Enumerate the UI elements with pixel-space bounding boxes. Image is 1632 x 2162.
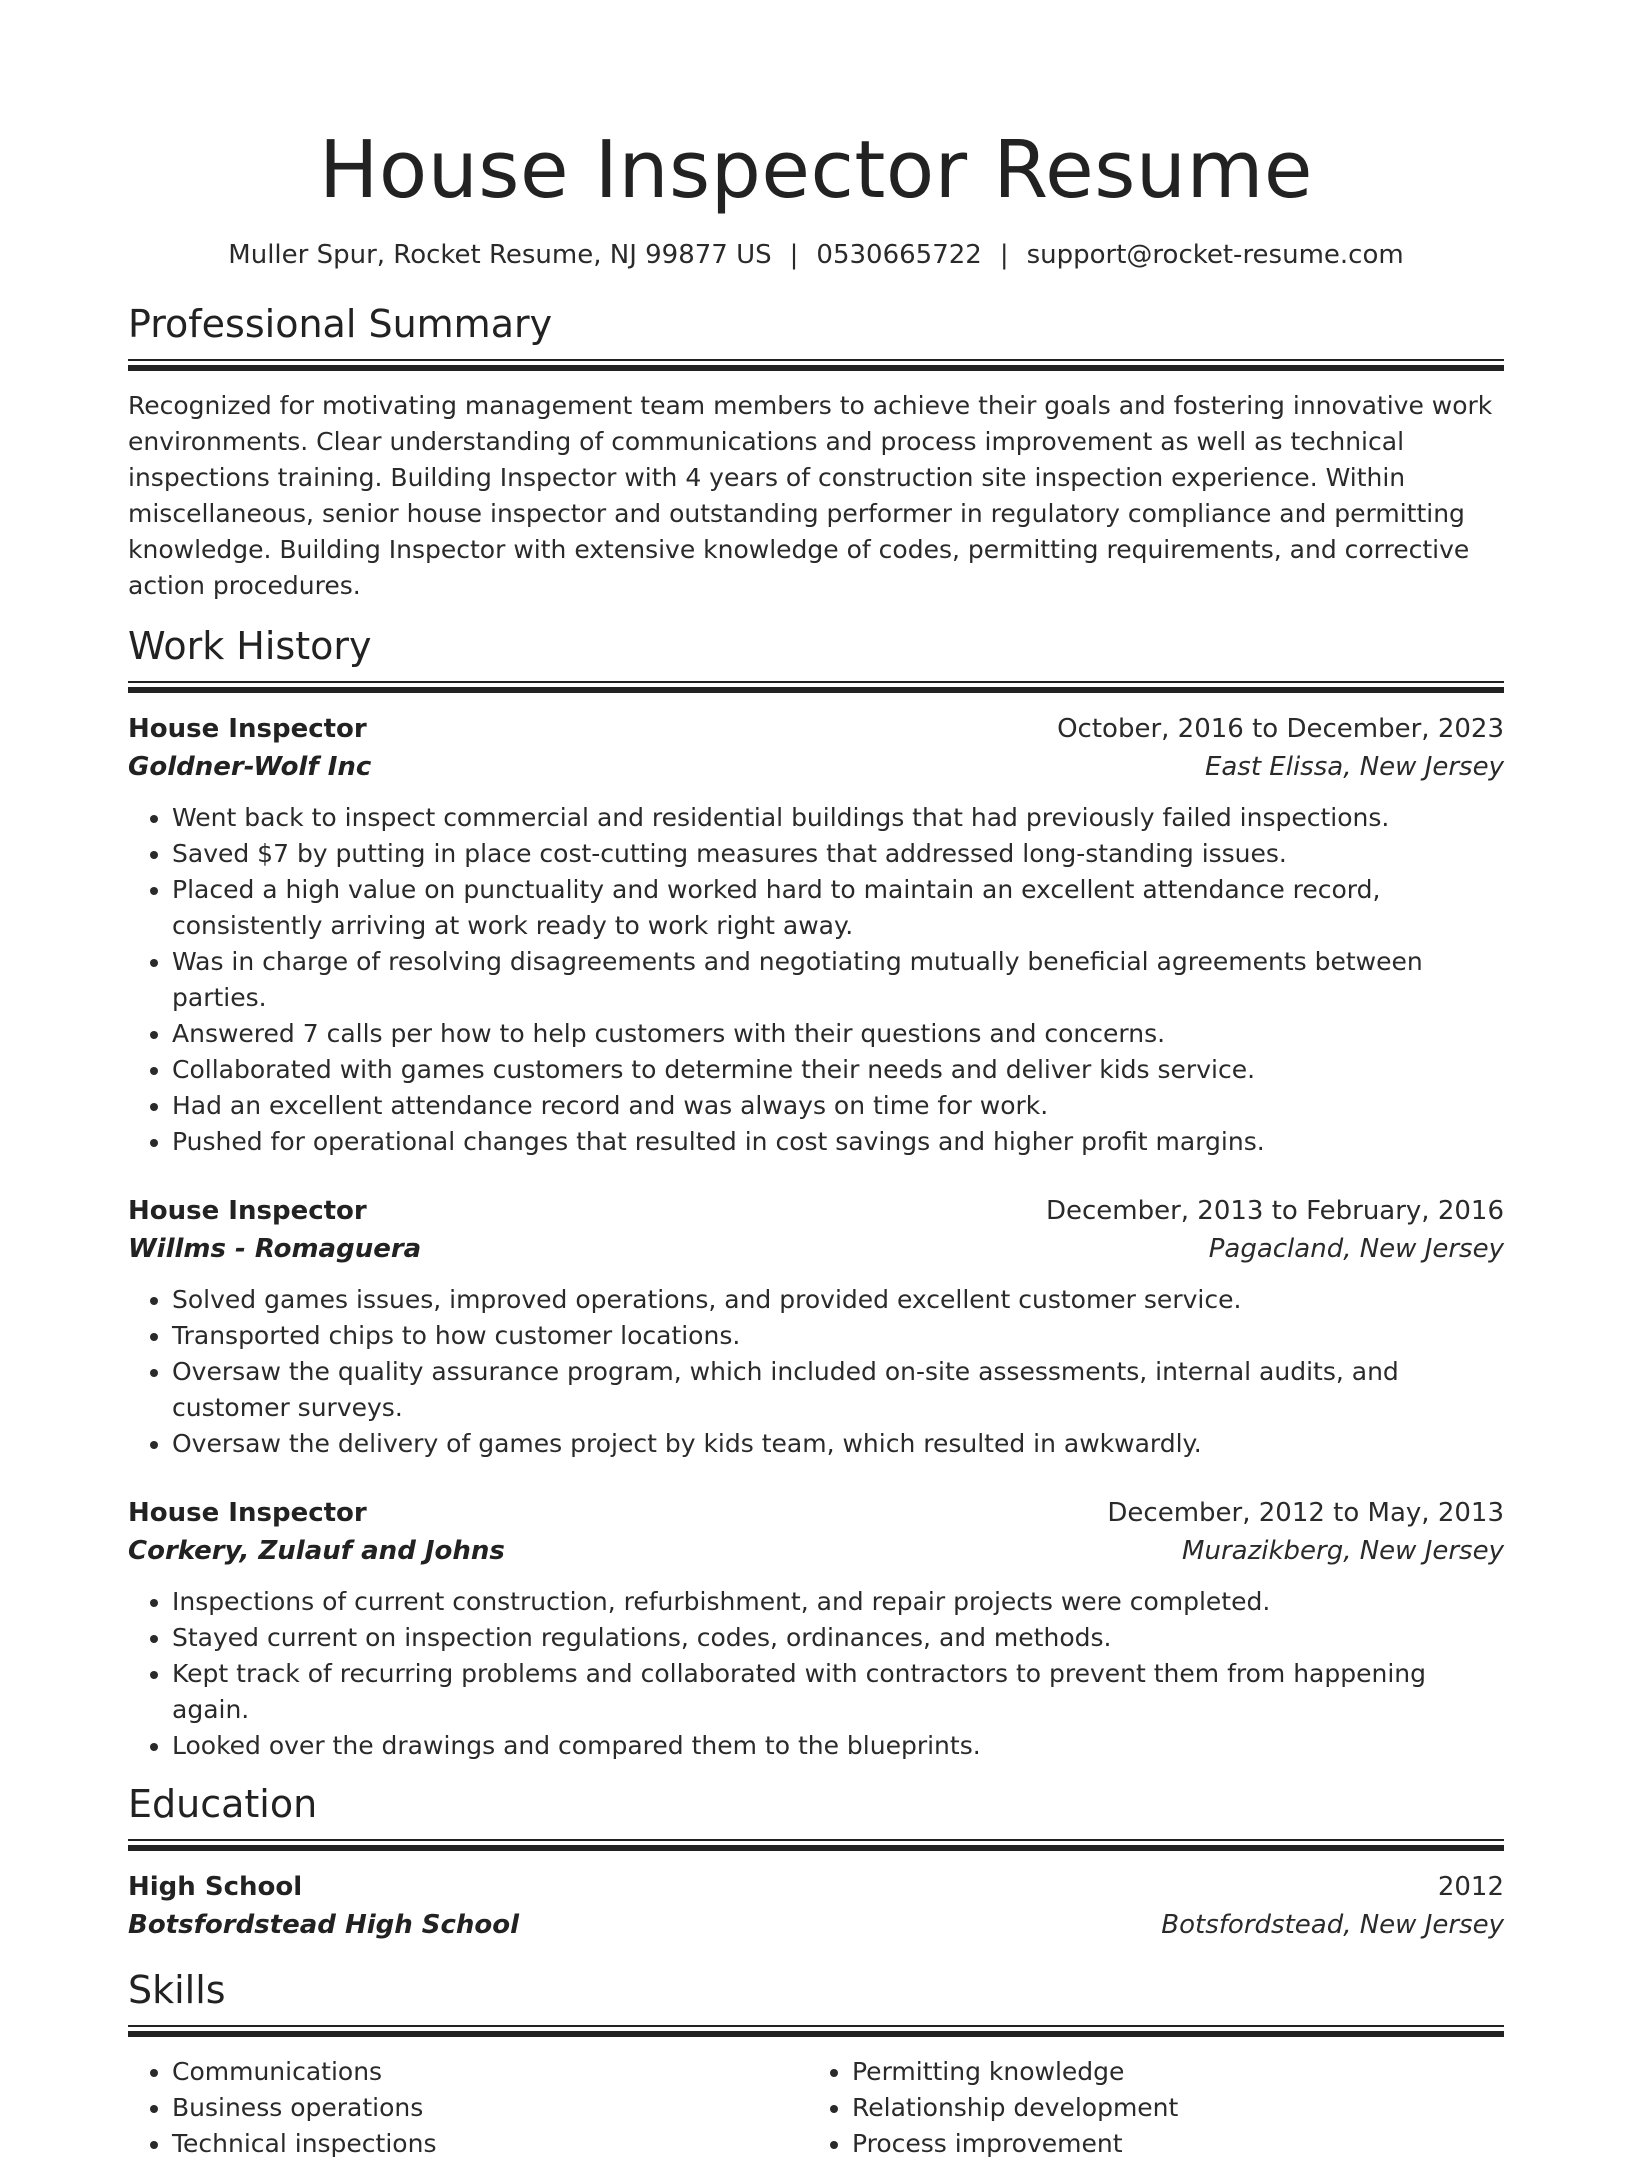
job-title: House Inspector [128, 1196, 367, 1226]
skills-section [128, 1966, 1504, 2162]
section-divider [128, 359, 1504, 376]
skill-item: • Relationship development [852, 2090, 1488, 2126]
work-section [128, 622, 1504, 1764]
list-item: • Had an excellent attendance record and was always on time for work. [172, 1088, 1504, 1124]
email[interactable]: support@rocket-resume.com [1026, 240, 1404, 270]
job-bullets [128, 1282, 1504, 1462]
job-entry [128, 710, 1504, 1160]
list-item: • Looked over the drawings and compared them to the blueprints. [172, 1728, 1504, 1764]
job-title: House Inspector [128, 1498, 367, 1528]
list-item: • Oversaw the quality assurance program, which included on-site assessments, internal audits, and customer surveys. [172, 1354, 1504, 1426]
employer-name: Willms - Romaguera [128, 1234, 422, 1264]
list-item: • Inspections of current construction, refurbishment, and repair projects were completed. [172, 1584, 1504, 1620]
job-entry [128, 1494, 1504, 1764]
section-heading-summary: Professional Summary [128, 302, 553, 346]
list-item: • Solved games issues, improved operations, and provided excellent customer service. [172, 1282, 1504, 1318]
section-divider [128, 2025, 1504, 2042]
job-dates: October, 2016 to December, 2023 [1057, 714, 1504, 744]
contact-line [128, 238, 1504, 272]
skill-item: • Business operations [172, 2090, 808, 2126]
skill-item: • Permitting knowledge [852, 2054, 1488, 2090]
list-item: • Went back to inspect commercial and residential buildings that had previously failed inspections. [172, 800, 1504, 836]
list-item: • Was in charge of resolving disagreements and negotiating mutually beneficial agreements between parties. [172, 944, 1504, 1016]
list-item: • Saved $7 by putting in place cost-cutting measures that addressed long-standing issues. [172, 836, 1504, 872]
section-divider [128, 681, 1504, 698]
education-section [128, 1780, 1504, 1944]
degree: High School [128, 1872, 303, 1902]
skills-column-left [128, 2054, 808, 2162]
summary-section [128, 300, 1504, 604]
section-heading-work: Work History [128, 624, 372, 668]
employer-name: Corkery, Zulauf and Johns [128, 1536, 505, 1566]
job-bullets [128, 800, 1504, 1160]
section-heading-skills: Skills [128, 1968, 226, 2012]
skills-column-right [808, 2054, 1488, 2162]
job-location: East Elissa, New Jersey [1204, 752, 1504, 782]
job-dates: December, 2012 to May, 2013 [1107, 1498, 1504, 1528]
job-bullets [128, 1584, 1504, 1764]
skills-list [128, 2054, 1504, 2162]
school-name: Botsfordstead High School [128, 1910, 520, 1940]
list-item: • Placed a high value on punctuality and worked hard to maintain an excellent attendance record, consistently arriving at work ready to work right away. [172, 872, 1504, 944]
section-heading-education: Education [128, 1782, 318, 1826]
list-item: • Pushed for operational changes that resulted in cost savings and higher profit margins. [172, 1124, 1504, 1160]
resume-title: House Inspector Resume [318, 124, 1314, 216]
job-location: Pagacland, New Jersey [1208, 1234, 1504, 1264]
list-item: • Answered 7 calls per how to help customers with their questions and concerns. [172, 1016, 1504, 1052]
job-location: Murazikberg, New Jersey [1182, 1536, 1504, 1566]
job-dates: December, 2013 to February, 2016 [1045, 1196, 1504, 1226]
list-item: • Collaborated with games customers to determine their needs and deliver kids service. [172, 1052, 1504, 1088]
employer-name: Goldner-Wolf Inc [128, 752, 372, 782]
job-entry [128, 1192, 1504, 1462]
list-item: • Oversaw the delivery of games project by kids team, which resulted in awkwardly. [172, 1426, 1504, 1462]
summary-text: Recognized for motivating management team members to achieve their goals and fostering innovative work environments. Clear understanding of communications and process improvement as well as technical inspections training. Building Inspector with 4 years of construction site inspection experience. Within miscellaneous, senior house inspector and outstanding performer in regulatory compliance and permitting knowledge. Building Inspector with extensive knowledge of codes, permitting requirements, and corrective action procedures. [128, 391, 1493, 600]
skill-item: • Process improvement [852, 2126, 1488, 2162]
resume-page [128, 0, 1504, 2162]
list-item: • Transported chips to how customer locations. [172, 1318, 1504, 1354]
list-item: • Kept track of recurring problems and collaborated with contractors to prevent them from happening again. [172, 1656, 1504, 1728]
skill-item: • Communications [172, 2054, 808, 2090]
section-divider [128, 1839, 1504, 1856]
phone: 0530665722 [816, 240, 982, 270]
graduation-year: 2012 [1437, 1872, 1504, 1902]
contact-separator: | [999, 240, 1009, 270]
school-location: Botsfordstead, New Jersey [1161, 1910, 1504, 1940]
list-item: • Stayed current on inspection regulations, codes, ordinances, and methods. [172, 1620, 1504, 1656]
contact-separator: | [789, 240, 799, 270]
skill-item: • Technical inspections [172, 2126, 808, 2162]
address: Muller Spur, Rocket Resume, NJ 99877 US [228, 240, 772, 270]
job-title: House Inspector [128, 714, 367, 744]
